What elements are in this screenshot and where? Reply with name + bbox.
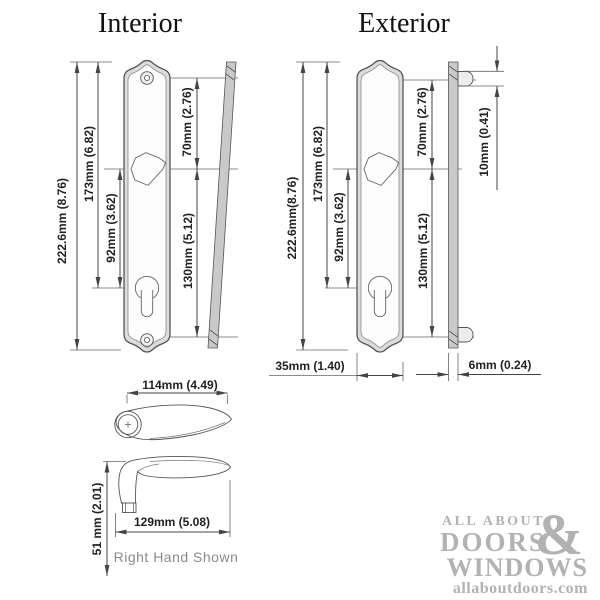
logo-line-doors: DOORS bbox=[439, 527, 546, 557]
spindle-tab bbox=[123, 503, 137, 513]
interior-130mm-label: 130mm (5.12) bbox=[181, 212, 195, 290]
top-fixing-lug bbox=[458, 72, 473, 87]
exterior-10mm-lug-label: 10mm (0.41) bbox=[477, 107, 491, 177]
logo-website: allaboutdoors.com bbox=[452, 580, 588, 597]
lever-outline-side bbox=[119, 456, 231, 503]
interior-backplate bbox=[124, 61, 170, 353]
exterior-overall-height-label: 222.6mm(8.76) bbox=[285, 176, 299, 260]
handle-114mm-label: 114mm (4.49) bbox=[142, 378, 218, 392]
bottom-fixing-lug bbox=[458, 328, 473, 343]
bottom-screw-hole bbox=[141, 334, 154, 347]
top-screw-hole bbox=[141, 72, 154, 85]
handle-129mm-label: 129mm (5.08) bbox=[133, 515, 211, 529]
interior-title: Interior bbox=[98, 8, 182, 39]
handle-51mm-label: 51 mm (2.01) bbox=[90, 482, 104, 556]
interior-92mm-label: 92mm (3.62) bbox=[104, 193, 118, 263]
logo-line-all-about: ALL ABOUT bbox=[441, 514, 545, 529]
interior-door-edge-section bbox=[208, 62, 236, 348]
interior-overall-height-label: 222.6mm (8.76) bbox=[55, 177, 69, 265]
interior-173mm-label: 173mm (6.82) bbox=[82, 125, 96, 203]
logo-line-windows: WINDOWS bbox=[446, 553, 588, 582]
exterior-door-edge-section bbox=[449, 62, 474, 348]
handle-top-view bbox=[115, 393, 232, 440]
exterior-92mm-label: 92mm (3.62) bbox=[332, 192, 346, 262]
exterior-backplate bbox=[357, 61, 403, 353]
exterior-173mm-label: 173mm (6.82) bbox=[311, 125, 325, 203]
interior-70mm-label: 70mm (2.76) bbox=[180, 87, 194, 157]
lever-outline-top bbox=[116, 405, 231, 440]
exterior-70mm-label: 70mm (2.76) bbox=[415, 87, 429, 157]
exterior-35mm-width-label: 35mm (1.40) bbox=[275, 359, 345, 373]
all-about-doors-windows-logo bbox=[439, 502, 589, 600]
right-hand-shown-caption: Right Hand Shown bbox=[113, 549, 239, 565]
logo-ampersand: & bbox=[534, 502, 583, 567]
exterior-130mm-label: 130mm (5.12) bbox=[416, 212, 430, 290]
exterior-title: Exterior bbox=[358, 8, 450, 39]
exterior-6mm-thickness-label: 6mm (0.24) bbox=[468, 358, 532, 372]
